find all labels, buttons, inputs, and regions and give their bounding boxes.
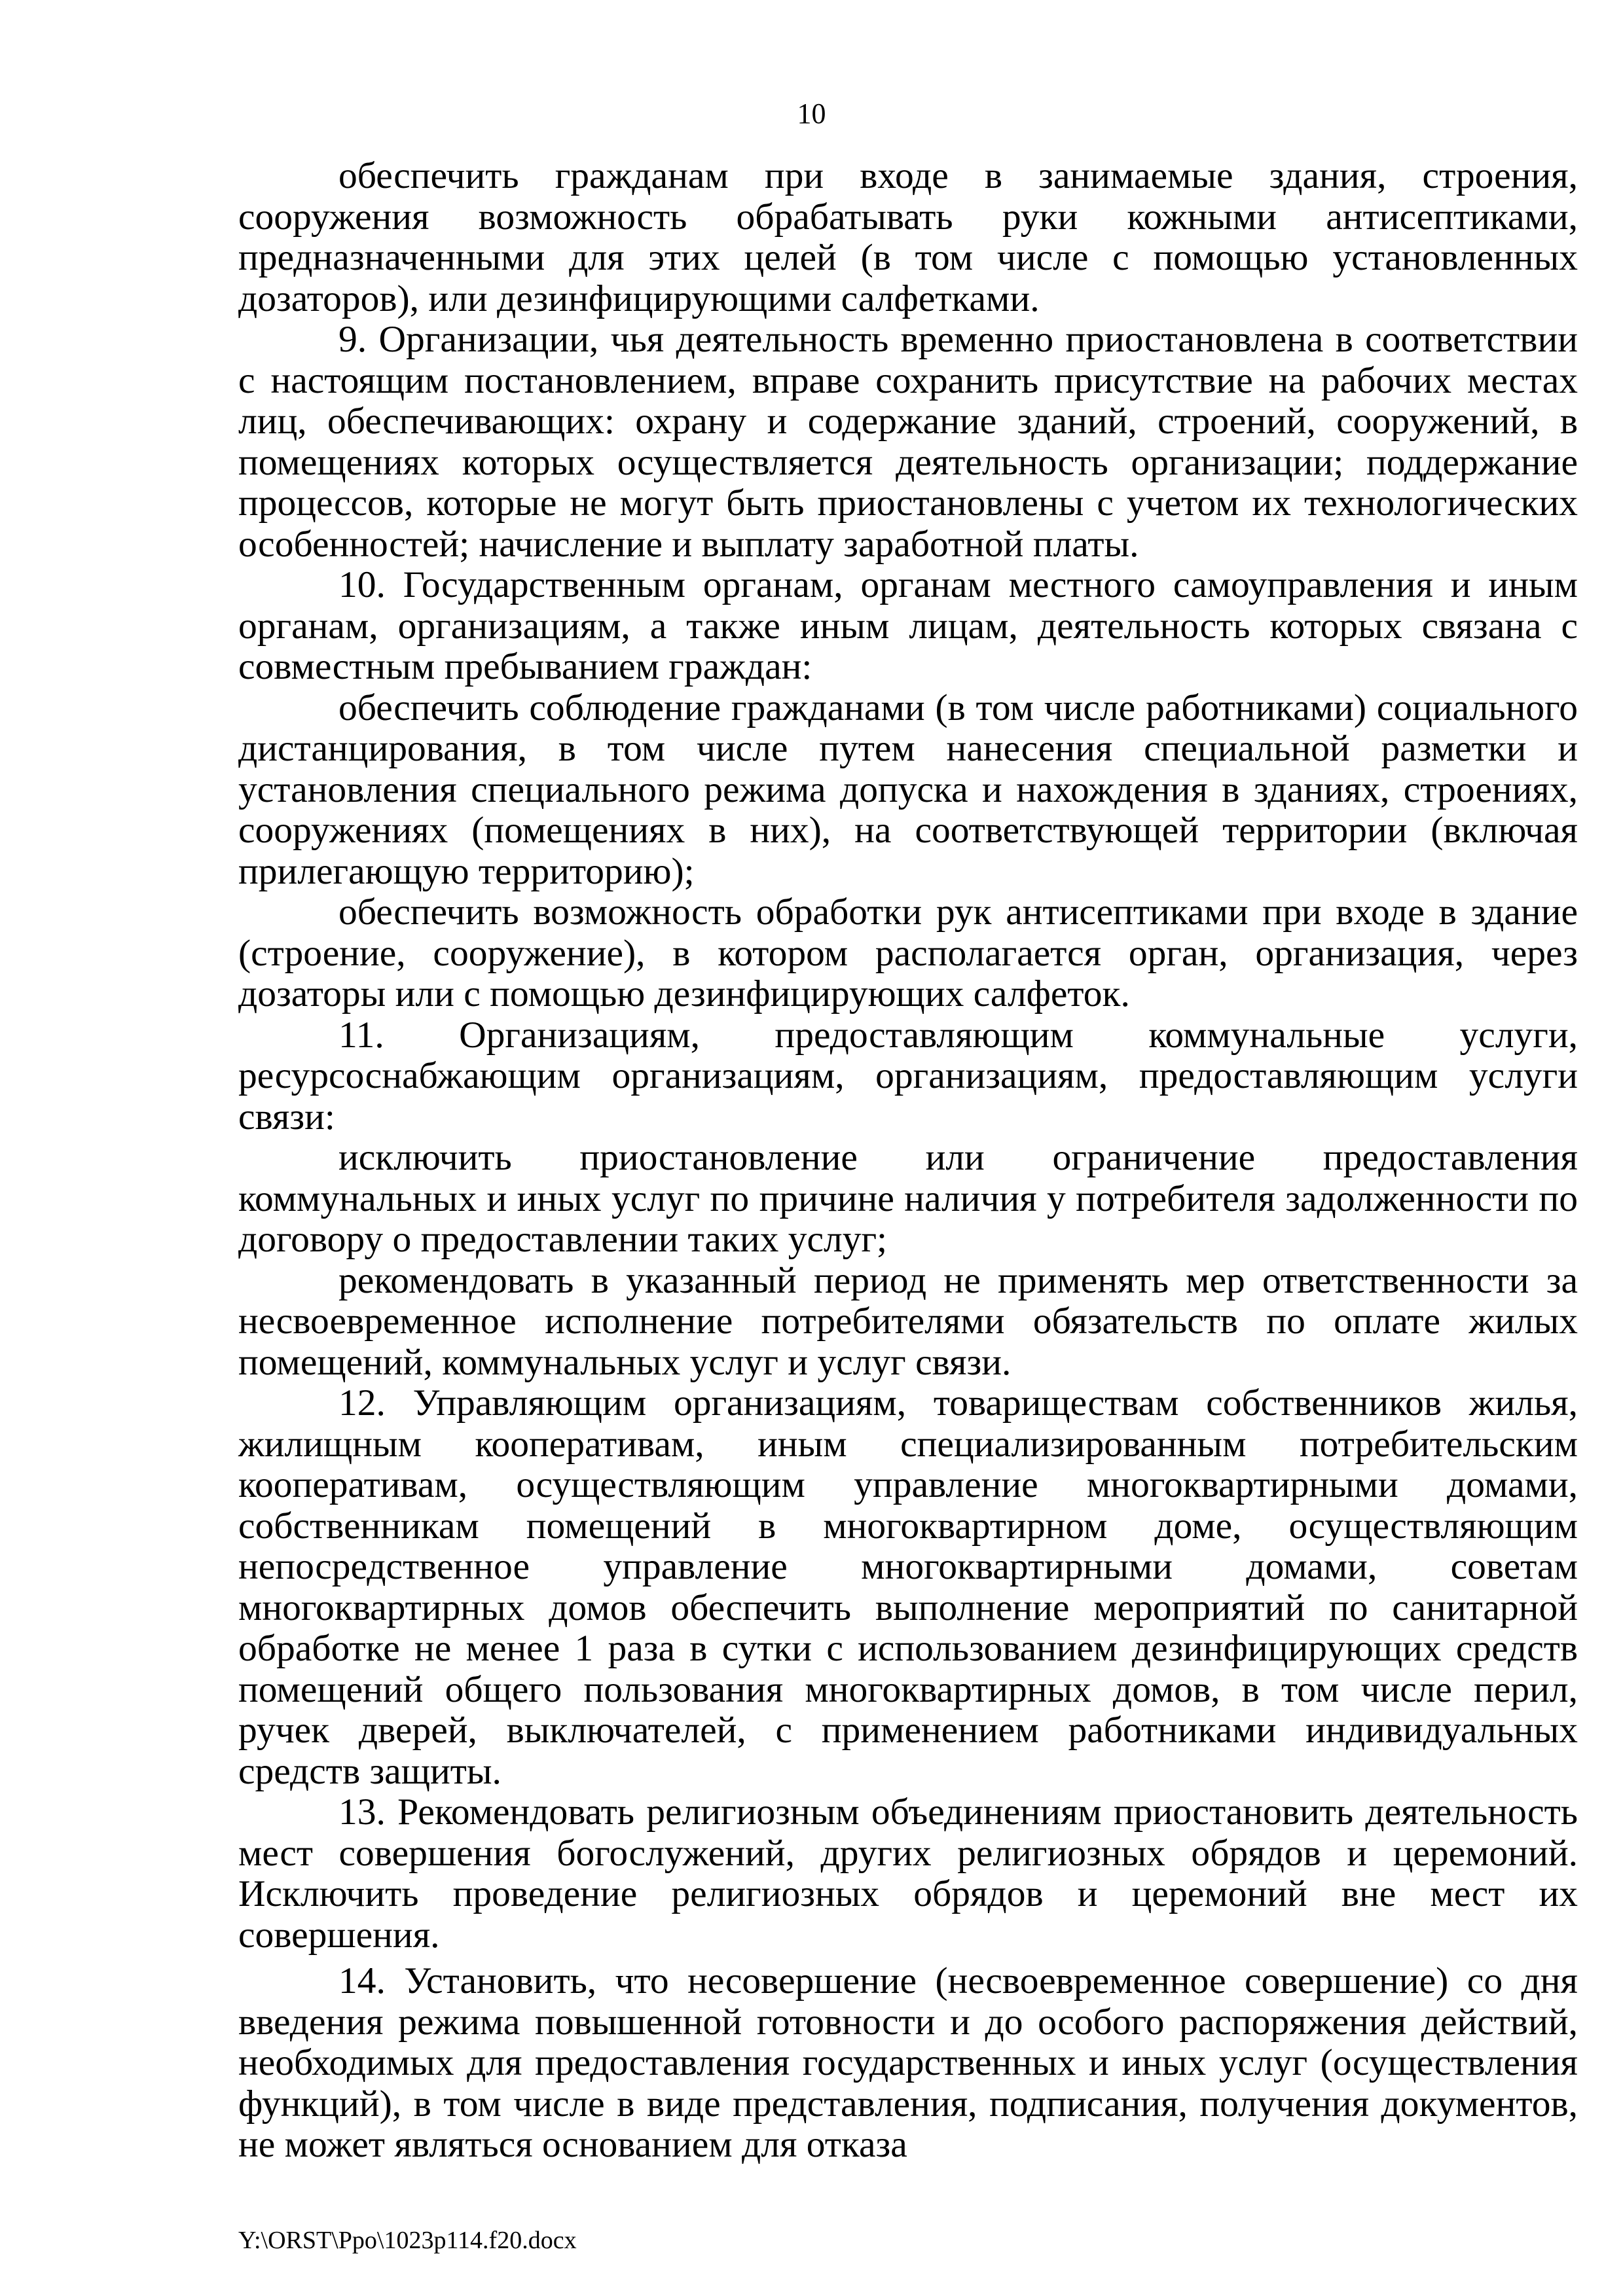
paragraph-item-13: 13. Рекомендовать религиозным объединениям приостановить деятельность мест совершения богослужений, других религиозных обрядов и церемоний. Исключить проведение религиозных обрядов и церемоний вне мест их совершения. [238,1791,1578,1956]
paragraph-item-11-subitem-1: исключить приостановление или ограничение предоставления коммунальных и иных услуг по причине наличия у потребителя задолженности по договору о предоставлении таких услуг; [238,1137,1578,1260]
paragraph-item-10: 10. Государственным органам, органам местного самоуправления и иным органам, организациям, а также иным лицам, деятельность которых связана с совместным пребыванием граждан: [238,564,1578,687]
paragraph-item-9: 9. Организации, чья деятельность временно приостановлена в соответствии с настоящим постановлением, вправе сохранить присутствие на рабочих местах лиц, обеспечивающих: охрану и содержание зданий, строений, сооружений, в помещениях которых осуществляется деятельность организации; поддержание процессов, которые не могут быть приостановлены с учетом их технологических особенностей; начисление и выплату заработной платы. [238,319,1578,565]
paragraph-item-11-subitem-2: рекомендовать в указанный период не применять мер ответственности за несвоевременное исполнение потребителями обязательств по оплате жилых помещений, коммунальных услуг и услуг связи. [238,1259,1578,1383]
paragraph-item-10-subitem-2: обеспечить возможность обработки рук антисептиками при входе в здание (строение, сооружение), в котором располагается орган, организация, через дозаторы или с помощью дезинфицирующих салфеток. [238,891,1578,1014]
footer-file-path: Y:\ORST\Ppo\1023p114.f20.docx [238,2227,577,2254]
paragraph-continuation: обеспечить гражданам при входе в занимаемые здания, строения, сооружения возможность обрабатывать руки кожными антисептиками, предназначенными для этих целей (в том числе с помощью установленных дозаторов), или дезинфицирующими салфетками. [238,155,1578,319]
paragraph-item-10-subitem-1: обеспечить соблюдение гражданами (в том числе работниками) социального дистанцирования, в том числе путем нанесения специальной разметки и установления специального режима допуска и нахождения в зданиях, строениях, сооружениях (помещениях в них), на соответствующей территории (включая прилегающую территорию); [238,687,1578,892]
paragraph-item-14: 14. Установить, что несовершение (несвоевременное совершение) со дня введения режима повышенной готовности и до особого распоряжения действий, необходимых для предоставления государственных и иных услуг (осуществления функций), в том числе в виде представления, подписания, получения документов, не может являться основанием для отказа [238,1960,1578,2165]
page-number: 10 [797,98,826,130]
document-body [238,156,1578,2166]
paragraph-item-11: 11. Организациям, предоставляющим коммунальные услуги, ресурсоснабжающим организациям, организациям, предоставляющим услуги связи: [238,1014,1578,1138]
paragraph-item-12: 12. Управляющим организациям, товариществам собственников жилья, жилищным кооперативам, иным специализированным потребительским кооперативам, осуществляющим управление многоквартирными домами, собственникам помещений в многоквартирном доме, осуществляющим непосредственное управление многоквартирными домами, советам многоквартирных домов обеспечить выполнение мероприятий по санитарной обработке не менее 1 раза в сутки с использованием дезинфицирующих средств помещений общего пользования многоквартирных домов, в том числе перил, ручек дверей, выключателей, с применением работниками индивидуальных средств защиты. [238,1382,1578,1792]
